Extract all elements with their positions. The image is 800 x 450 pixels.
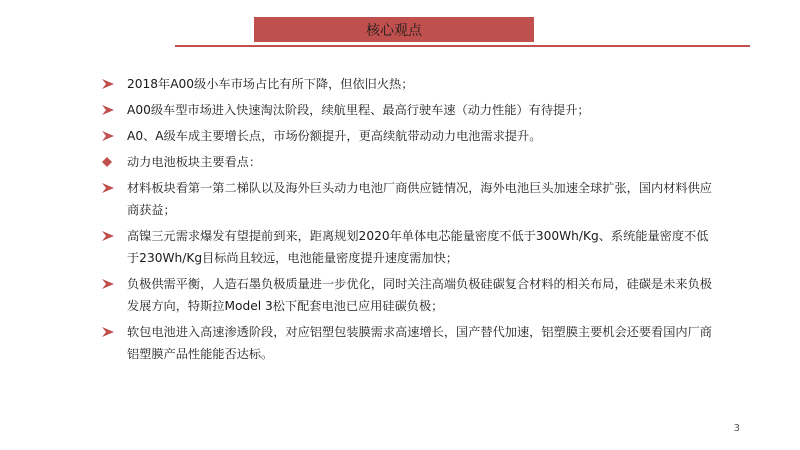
arrow-icon: [102, 73, 118, 95]
bullet-text: A00级车型市场进入快速淘汰阶段，续航里程、最高行驶车速（动力性能）有待提升；: [127, 103, 590, 117]
bullet-text: 软包电池进入高速渗透阶段，对应铝塑包装膜需求高速增长，国产替代加速，铝塑膜主要机会还要看国内厂商铝塑膜产品性能能否达标。: [127, 325, 712, 361]
slide-title-box: [254, 17, 534, 42]
bullet-text: A0、A级车成主要增长点，市场份额提升，更高续航带动动力电池需求提升。: [127, 129, 542, 143]
bullet-text: 动力电池板块主要看点：: [127, 155, 262, 169]
slide-title: 核心观点: [366, 22, 422, 39]
bullet-item: [102, 273, 712, 317]
bullet-item: [102, 99, 712, 121]
page-number: 3: [733, 423, 740, 434]
bullet-item: [102, 73, 712, 95]
bullet-item: [102, 177, 712, 221]
arrow-icon: [102, 321, 118, 343]
bullet-text: 2018年A00级小车市场占比有所下降，但依旧火热；: [127, 77, 414, 91]
bullet-text: 高镍三元需求爆发有望提前到来，距离规划2020年单体电芯能量密度不低于300Wh/Kg、系统能量密度不低于230Wh/Kg目标尚且较远，电池能量密度提升速度需加快；: [127, 229, 709, 265]
arrow-icon: [102, 99, 118, 121]
title-divider: [175, 45, 750, 47]
arrow-icon: [102, 125, 118, 147]
bullet-text: 材料板块看第一第二梯队以及海外巨头动力电池厂商供应链情况，海外电池巨头加速全球扩张，国内材料供应商获益；: [127, 181, 712, 217]
bullet-item: [102, 225, 712, 269]
diamond-icon: [102, 151, 118, 173]
arrow-icon: [102, 177, 118, 199]
arrow-icon: [102, 225, 118, 247]
bullet-list: [102, 73, 712, 369]
bullet-item: [102, 151, 712, 173]
bullet-item: [102, 125, 712, 147]
bullet-text: 负极供需平衡，人造石墨负极质量进一步优化，同时关注高端负极硅碳复合材料的相关布局，硅碳是未来负极发展方向，特斯拉Model 3松下配套电池已应用硅碳负极；: [127, 277, 712, 313]
arrow-icon: [102, 273, 118, 295]
bullet-item: [102, 321, 712, 365]
